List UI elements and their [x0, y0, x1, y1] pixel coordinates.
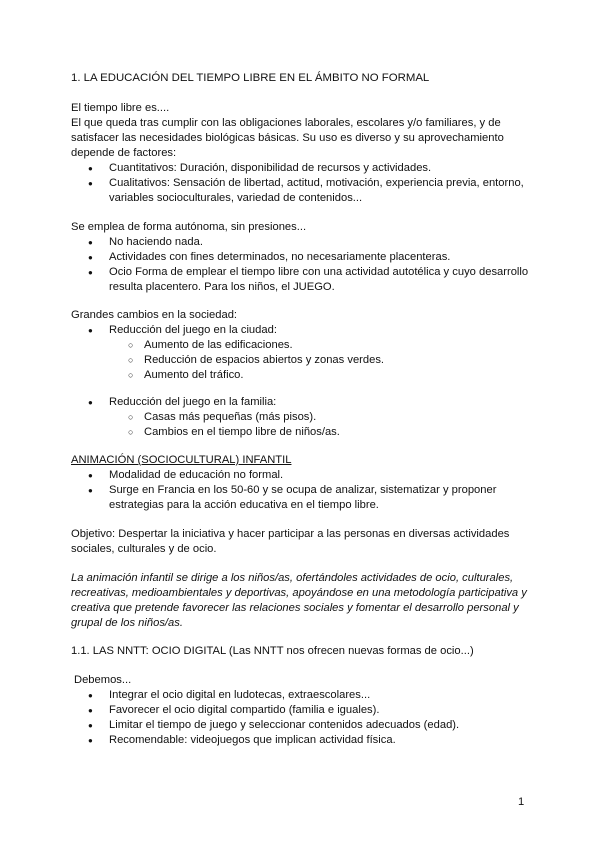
list-item: ● Reducción del juego en la familia:: [71, 395, 531, 410]
tiempo-libre-section: [71, 101, 531, 206]
cambios-list: [71, 323, 531, 383]
debemos-section: [71, 673, 531, 748]
list-item: ● Ocio Forma de emplear el tiempo libre con una actividad autotélica y cuyo desarrollo resulta placentero. Para los niños, el JUEGO.: [71, 265, 531, 295]
list-item: ● Integrar el ocio digital en ludotecas, extraescolares...: [71, 688, 531, 703]
list-item: ● Surge en Francia en los 50-60 y se ocupa de analizar, sistematizar y proponer estrategias para la acción educativa en el tiempo libre.: [71, 483, 531, 513]
section-heading: El tiempo libre es....: [71, 102, 170, 114]
paragraph-line: satisfacer las necesidades biológicas básicas. Su uso es diverso y su aprovechamiento: [71, 132, 504, 144]
sub-list-item: ○ Aumento del tráfico.: [71, 368, 531, 383]
debemos-list: [71, 688, 531, 748]
page-number: 1: [518, 796, 525, 808]
factors-list: [71, 161, 531, 206]
list-item: ● No haciendo nada.: [71, 235, 531, 250]
animacion-section: [71, 453, 531, 513]
animacion-list: [71, 468, 531, 513]
section-heading: Debemos...: [74, 674, 132, 686]
list-item: ● Reducción del juego en la ciudad:: [71, 323, 531, 338]
nntt-heading: 1.1. LAS NNTT: OCIO DIGITAL (Las NNTT nos ofrecen nuevas formas de ocio...): [71, 645, 474, 657]
list-item: ● Limitar el tiempo de juego y seleccionar contenidos adecuados (edad).: [71, 718, 531, 733]
italic-paragraph: La animación infantil se dirige a los niños/as, ofertándoles actividades de ocio, culturales, recreativas, medioambientales y deportivas, apoyándose en una metodología participativa y creativa que pretende favorecer las relaciones sociales y fomentar el desarrollo personal y grupal de los niños/as.: [71, 572, 527, 629]
list-item: ● Actividades con fines determinados, no necesariamente placenteras.: [71, 250, 531, 265]
objetivo-paragraph: Objetivo: Despertar la iniciativa y hacer participar a las personas en diversas actividades sociales, culturales y de ocio.: [71, 528, 510, 555]
autonoma-list: [71, 235, 531, 295]
section-heading: Grandes cambios en la sociedad:: [71, 309, 238, 321]
list-item: ● Favorecer el ocio digital compartido (familia e iguales).: [71, 703, 531, 718]
sub-list-item: ○ Reducción de espacios abiertos y zonas verdes.: [71, 353, 531, 368]
list-item: ● Modalidad de educación no formal.: [71, 468, 531, 483]
list-item: ● Cualitativos: Sensación de libertad, actitud, motivación, experiencia previa, entorno, variables socioculturales, variedad de contenidos...: [71, 176, 531, 206]
list-item: ● Recomendable: videojuegos que implican actividad física.: [71, 733, 531, 748]
familia-section: [71, 395, 531, 440]
paragraph-line: depende de factores:: [71, 147, 177, 159]
sub-list-item: ○ Casas más pequeñas (más pisos).: [71, 410, 531, 425]
familia-list: [71, 395, 531, 440]
section-heading: Se emplea de forma autónoma, sin presiones...: [71, 221, 307, 233]
cambios-section: [71, 308, 531, 383]
sub-list-item: ○ Aumento de las edificaciones.: [71, 338, 531, 353]
paragraph-line: El que queda tras cumplir con las obligaciones laborales, escolares y/o familiares, y de: [71, 117, 501, 129]
list-item: ● Cuantitativos: Duración, disponibilidad de recursos y actividades.: [71, 161, 531, 176]
page-title: 1. LA EDUCACIÓN DEL TIEMPO LIBRE EN EL ÁMBITO NO FORMAL: [71, 72, 430, 84]
sub-list-item: ○ Cambios en el tiempo libre de niños/as.: [71, 425, 531, 440]
section-heading: ANIMACIÓN (SOCIOCULTURAL) INFANTIL: [71, 454, 292, 466]
autonoma-section: [71, 220, 531, 295]
